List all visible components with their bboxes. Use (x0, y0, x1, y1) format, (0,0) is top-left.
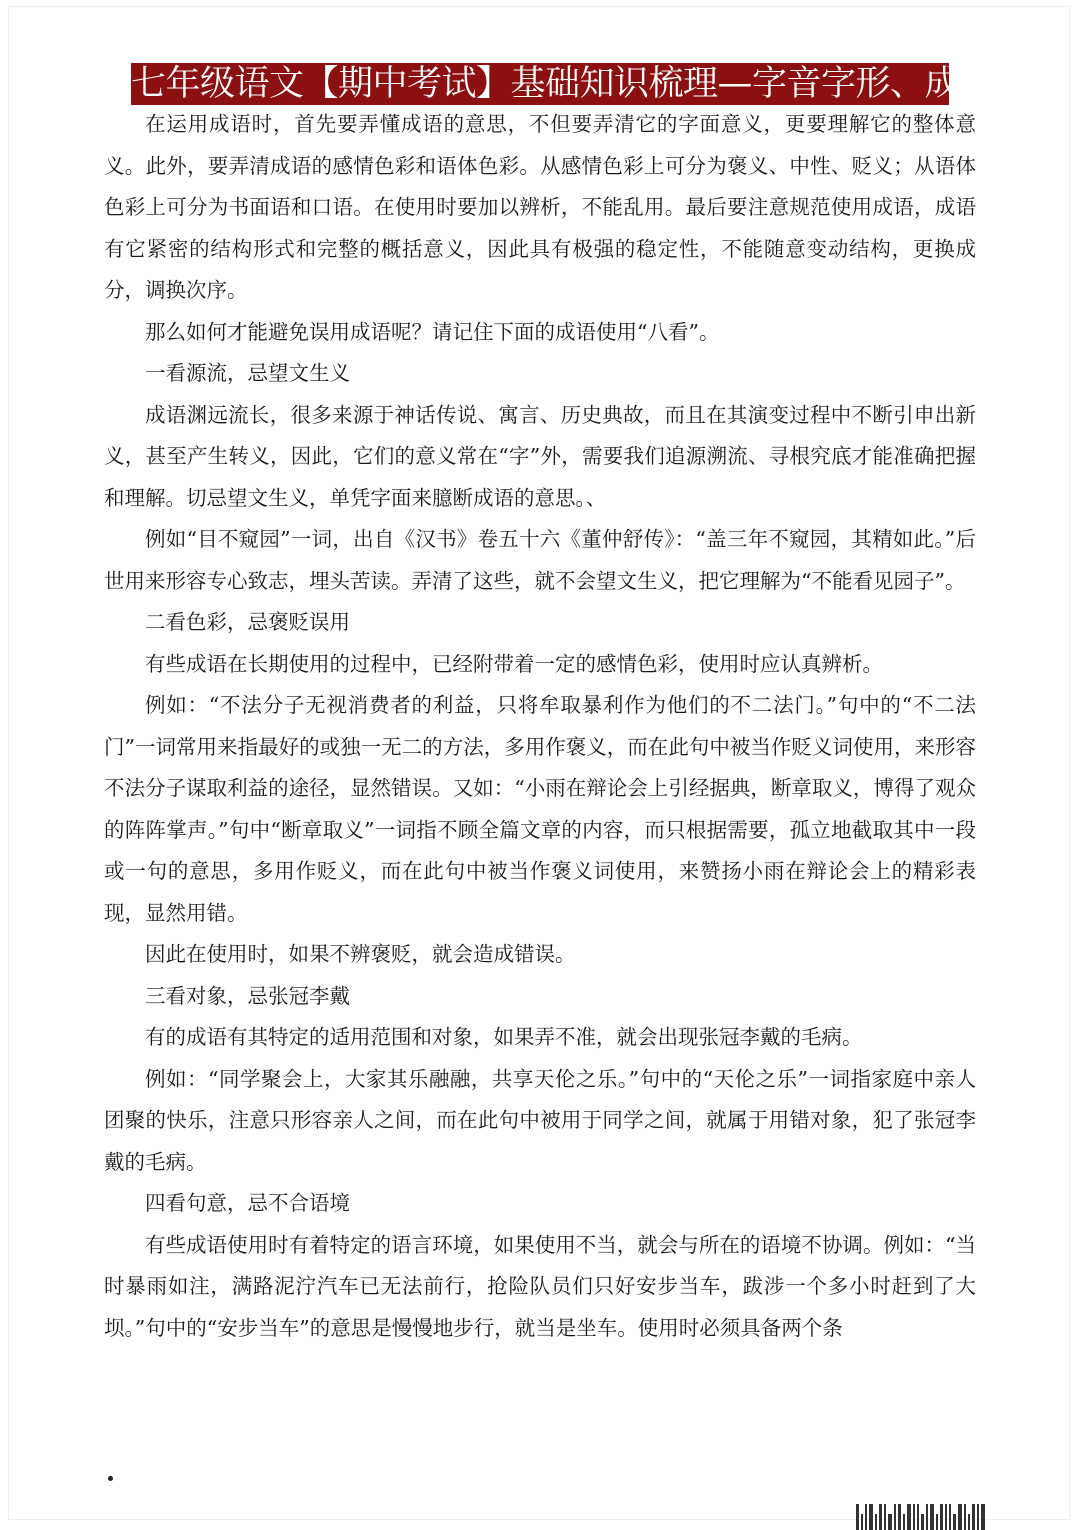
barcode-watermark (856, 1498, 1056, 1530)
paragraph-example: 例如“目不窥园”一词，出自《汉书》卷五十六《董仲舒传》：“盖三年不窥园，其精如此。”后世用来形容专心致志，埋头苦读。弄清了这些，就不会望文生义，把它理解为“不能看见园子”。 (104, 527, 976, 593)
paragraph: 成语渊远流长，很多来源于神话传说、寓言、历史典故，而且在其演变过程中不断引申出新义，甚至产生转义，因此，它们的意义常在“字”外，需要我们追源溯流、寻根究底才能准确把握和理解。切忌望文生义，单凭字面来臆断成语的意思。、 (104, 402, 976, 510)
paragraph-question: 那么如何才能避免误用成语呢？请记住下面的成语使用“八看”。 (145, 319, 720, 344)
section-heading-4: 四看句意，忌不合语境 (145, 1191, 350, 1215)
paragraph: 因此在使用时，如果不辨褒贬，就会造成错误。 (145, 942, 576, 966)
bullet-dot (108, 1476, 113, 1481)
paragraph: 有些成语使用时有着特定的语言环境，如果使用不当，就会与所在的语境不协调。例如：“当时暴雨如注，满路泥泞汽车已无法前行，抢险队员们只好安步当车，跋涉一个多小时赶到了大坝。”句中的“安步当车”的意思是慢慢地步行，就当是坐车。使用时必须具备两个条 (104, 1232, 976, 1340)
section-heading-3: 三看对象，忌张冠李戴 (145, 983, 350, 1008)
document-body (104, 104, 976, 1349)
paragraph-intro: 在运用成语时，首先要弄懂成语的意思，不但要弄清它的字面意义，更要理解它的整体意义。此外，要弄清成语的感情色彩和语体色彩。从感情色彩上可分为褒义、中性、贬义；从语体色彩上可分为书面语和口语。在使用时要加以辨析，不能乱用。最后要注意规范使用成语，成语有它紧密的结构形式和完整的概括意义，因此具有极强的稳定性，不能随意变动结构，更换成分，调换次序。 (104, 112, 976, 302)
section-heading-1: 一看源流，忌望文生义 (145, 361, 350, 385)
section-heading-2: 二看色彩，忌褒贬误用 (145, 610, 350, 634)
paragraph: 有的成语有其特定的适用范围和对象，如果弄不准，就会出现张冠李戴的毛病。 (145, 1025, 863, 1049)
paragraph-example: 例如：“同学聚会上，大家其乐融融，共享天伦之乐。”句中的“天伦之乐”一词指家庭中亲人团聚的快乐，注意只形容亲人之间，而在此句中被用于同学之间，就属于用错对象，犯了张冠李戴的毛病。 (104, 1066, 976, 1174)
document-title: 七年级语文【期中考试】基础知识梳理—字音字形、成语 (131, 64, 994, 104)
paragraph-example: 例如：“不法分子无视消费者的利益，只将牟取暴利作为他们的不二法门。”句中的“不二法门”一词常用来指最好的或独一无二的方法，多用作褒义，而在此句中被当作贬义词使用，来形容不法分子谋取利益的途径，显然错误。又如：“小雨在辩论会上引经据典，断章取义，博得了观众的阵阵掌声。”句中“断章取义”一词指不顾全篇文章的内容，而只根据需要，孤立地截取其中一段或一句的意思，多用作贬义，而在此句中被当作褒义词使用，来赞扬小雨在辩论会上的精彩表现，显然用错。 (104, 693, 976, 925)
paragraph: 有些成语在长期使用的过程中，已经附带着一定的感情色彩，使用时应认真辨析。 (145, 651, 883, 676)
